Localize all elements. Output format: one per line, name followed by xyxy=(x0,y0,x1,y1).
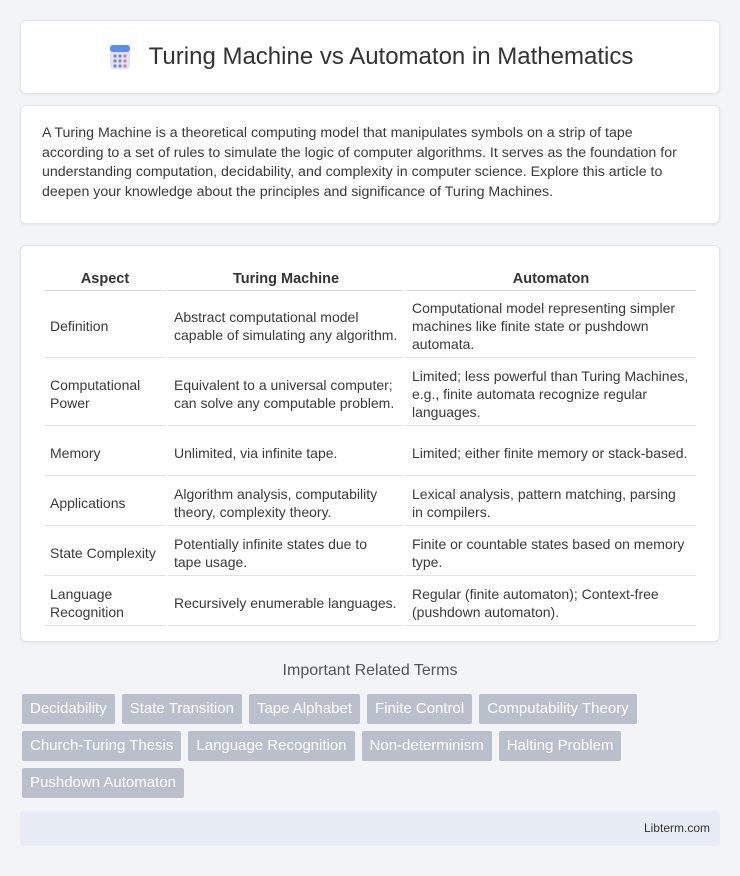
term-tag[interactable]: Halting Problem xyxy=(499,731,622,761)
automaton-cell: Lexical analysis, pattern matching, parsing in compilers. xyxy=(406,478,696,526)
turing-machine-cell: Abstract computational model capable of simulating any algorithm. xyxy=(168,293,404,358)
term-tag[interactable]: Pushdown Automaton xyxy=(22,768,184,798)
column-header-aspect: Aspect xyxy=(44,266,166,291)
footer xyxy=(20,811,720,846)
related-terms-title: Important Related Terms xyxy=(282,662,458,679)
comparison-table xyxy=(42,264,698,628)
intro-card xyxy=(20,105,720,224)
column-header-automaton: Automaton xyxy=(406,266,696,291)
table-row xyxy=(44,578,696,626)
aspect-cell: Applications xyxy=(44,478,166,526)
term-tag[interactable]: Decidability xyxy=(22,694,115,724)
term-tag[interactable]: State Transition xyxy=(122,694,242,724)
header-card xyxy=(20,20,720,94)
comparison-card xyxy=(20,245,720,642)
aspect-cell: Definition xyxy=(44,293,166,358)
related-terms-list xyxy=(22,694,722,798)
footer-site-link[interactable]: Libterm.com xyxy=(643,821,710,835)
calculator-icon xyxy=(107,44,133,70)
automaton-cell: Limited; less powerful than Turing Machines, e.g., finite automata recognize regular languages. xyxy=(406,360,696,426)
column-header-turing-machine: Turing Machine xyxy=(168,266,404,291)
term-tag[interactable]: Church-Turing Thesis xyxy=(22,731,181,761)
turing-machine-cell: Equivalent to a universal computer; can solve any computable problem. xyxy=(168,360,404,426)
turing-machine-cell: Potentially infinite states due to tape usage. xyxy=(168,528,404,576)
turing-machine-cell: Algorithm analysis, computability theory, complexity theory. xyxy=(168,478,404,526)
term-tag[interactable]: Tape Alphabet xyxy=(249,694,360,724)
turing-machine-cell: Recursively enumerable languages. xyxy=(168,578,404,626)
aspect-cell: State Complexity xyxy=(44,528,166,576)
term-tag[interactable]: Language Recognition xyxy=(188,731,354,761)
table-row xyxy=(44,360,696,426)
table-row xyxy=(44,293,696,358)
automaton-cell: Finite or countable states based on memory type. xyxy=(406,528,696,576)
aspect-cell: Language Recognition xyxy=(44,578,166,626)
automaton-cell: Regular (finite automaton); Context-free (pushdown automaton). xyxy=(406,578,696,626)
term-tag[interactable]: Non-determinism xyxy=(362,731,492,761)
term-tag[interactable]: Finite Control xyxy=(367,694,472,724)
table-row xyxy=(44,428,696,476)
automaton-cell: Computational model representing simpler machines like finite state or pushdown automata. xyxy=(406,293,696,358)
turing-machine-cell: Unlimited, via infinite tape. xyxy=(168,428,404,476)
intro-text: A Turing Machine is a theoretical computing model that manipulates symbols on a strip of tape according to a set of rules to simulate the logic of computer algorithms. It serves as the foundation for understanding computation, decidability, and complexity in computer science. Explore this article to deepen your knowledge about the principles and significance of Turing Machines. xyxy=(42,125,677,200)
table-row xyxy=(44,528,696,576)
aspect-cell: Computational Power xyxy=(44,360,166,426)
page-title: Turing Machine vs Automaton in Mathematics xyxy=(148,43,634,70)
term-tag[interactable]: Computability Theory xyxy=(479,694,636,724)
aspect-cell: Memory xyxy=(44,428,166,476)
table-row xyxy=(44,478,696,526)
automaton-cell: Limited; either finite memory or stack-based. xyxy=(406,428,696,476)
